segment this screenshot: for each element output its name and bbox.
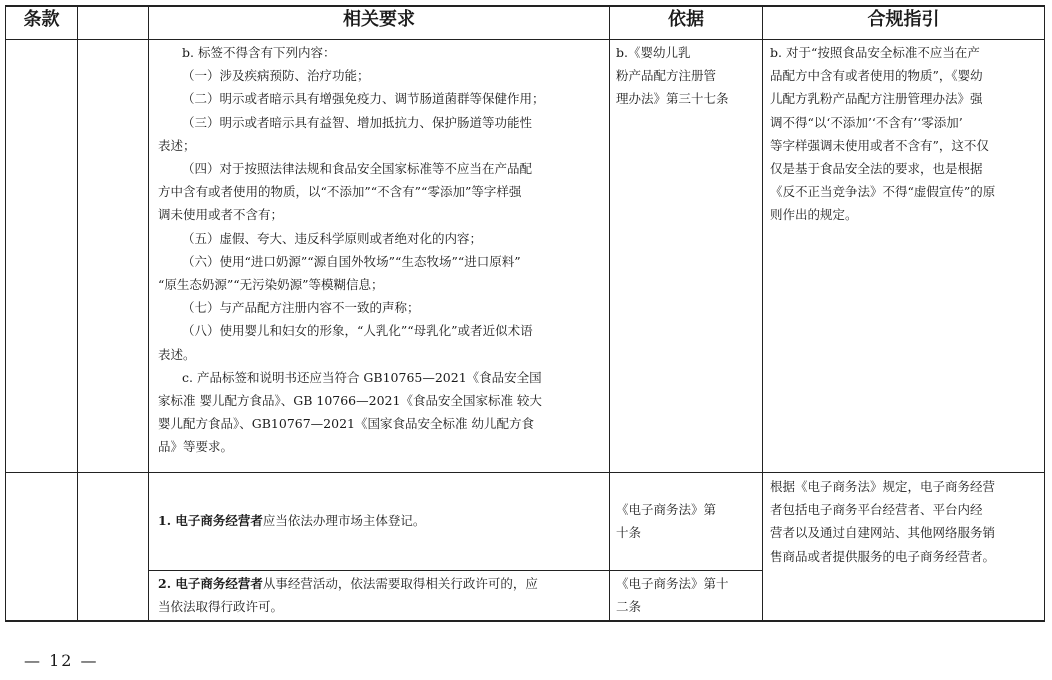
page-number: — 12 — xyxy=(24,651,99,670)
column-divider xyxy=(148,5,149,621)
req-line: 婴儿配方食品》、GB10767—2021《国家食品安全标准 幼儿配方食 xyxy=(158,416,534,432)
req-text: 从事经营活动，依法需要取得相关行政许可的，应 xyxy=(262,576,538,591)
requirements-cell xyxy=(158,509,602,532)
req-line: 方中含有或者使用的物质，以“不添加”“不含有”“零添加”等字样强 xyxy=(158,184,522,200)
column-divider xyxy=(77,5,78,621)
guide-line: 仅是基于食品安全法的要求，也是根据 xyxy=(770,161,983,177)
header-basis: 依据 xyxy=(668,9,704,30)
table-border-bottom xyxy=(5,620,1045,622)
guide-line: 儿配方乳粉产品配方注册管理办法》强 xyxy=(770,91,983,107)
req-line: 当依法取得行政许可。 xyxy=(158,599,284,615)
req-line: （三）明示或者暗示具有益智、增加抵抗力、保护肠道等功能性 xyxy=(182,114,533,130)
column-divider xyxy=(609,5,610,621)
column-divider xyxy=(762,5,763,621)
req-line: b. 标签不得含有下列内容： xyxy=(182,45,336,60)
basis-line: 粉产品配方注册管 xyxy=(616,68,717,84)
guide-line: 则作出的规定。 xyxy=(770,207,858,223)
guide-line: 者包括电子商务平台经营者、平台内经 xyxy=(770,502,983,518)
guide-line: 营者以及通过自建网站、其他网络服务销 xyxy=(770,525,996,541)
basis-line: 理办法》第三十七条 xyxy=(616,91,729,107)
table-border-left xyxy=(5,5,6,621)
req-line: （六）使用“进口奶源”“源自国外牧场”“生态牧场”“进口原料” xyxy=(182,253,521,269)
guide-line: 售商品或者提供服务的电子商务经营者。 xyxy=(770,548,996,564)
req-line: （四）对于按照法律法规和食品安全国家标准等不应当在产品配 xyxy=(182,161,533,177)
req-line xyxy=(158,509,602,532)
requirements-cell xyxy=(158,41,602,459)
req-line: 品》等要求。 xyxy=(158,439,234,455)
basis-line: 《电子商务法》第 xyxy=(616,502,717,517)
basis-line: 十条 xyxy=(616,525,642,541)
req-line: c. 产品标签和说明书还应当符合 GB10765—2021《食品安全国 xyxy=(182,369,542,385)
req-line: （五）虚假、夸大、违反科学原则或者绝对化的内容； xyxy=(182,230,483,246)
header-compliance-guide: 合规指引 xyxy=(867,9,940,30)
header-requirements: 相关要求 xyxy=(343,9,415,30)
requirements-cell xyxy=(158,572,602,618)
basis-cell xyxy=(616,498,758,544)
guide-line: 等字样强调未使用或者不含有”，这不仅 xyxy=(770,137,989,153)
basis-line: 二条 xyxy=(616,599,642,615)
basis-cell xyxy=(616,41,758,111)
guide-cell xyxy=(770,41,1040,227)
req-line: 调未使用或者不含有； xyxy=(158,207,284,223)
header-clause: 条款 xyxy=(23,9,60,30)
req-bold-term: 1. 电子商务经营者 xyxy=(158,513,263,528)
header-divider xyxy=(5,39,1045,40)
guide-line: 根据《电子商务法》规定，电子商务经营 xyxy=(770,479,996,494)
row-divider xyxy=(5,472,1045,473)
req-line: 家标准 婴儿配方食品》、GB 10766—2021《食品安全国家标准 较大 xyxy=(158,393,542,409)
guide-line: b. 对于“按照食品安全标准不应当在产 xyxy=(770,45,980,60)
guide-line: 调不得“以‘不添加’‘不含有’‘零添加’ xyxy=(770,114,963,130)
req-bold-term: 2. 电子商务经营者 xyxy=(158,576,263,591)
req-line: “原生态奶源”“无污染奶源”等模糊信息； xyxy=(158,277,384,293)
req-text: 应当依法办理市场主体登记。 xyxy=(262,513,426,528)
req-line: （七）与产品配方注册内容不一致的声称； xyxy=(182,300,420,316)
req-line: 表述。 xyxy=(158,346,196,362)
basis-cell xyxy=(616,572,758,618)
req-line: （二）明示或者暗示具有增强免疫力、调节肠道菌群等保健作用； xyxy=(182,91,545,107)
row-divider xyxy=(148,570,762,571)
basis-line: b.《婴幼儿乳 xyxy=(616,45,691,60)
guide-cell xyxy=(770,475,1040,568)
table-border-right xyxy=(1044,5,1045,621)
req-line: （一）涉及疾病预防、治疗功能； xyxy=(182,68,370,84)
basis-line: 《电子商务法》第十 xyxy=(616,576,729,591)
req-line xyxy=(158,572,602,595)
guide-line: 《反不正当竞争法》不得“虚假宣传”的原 xyxy=(770,184,996,200)
guide-line: 品配方中含有或者使用的物质”，《婴幼 xyxy=(770,68,983,84)
req-line: （八）使用婴儿和妇女的形象，“人乳化”“母乳化”或者近似术语 xyxy=(182,323,533,339)
req-line: 表述； xyxy=(158,137,196,153)
